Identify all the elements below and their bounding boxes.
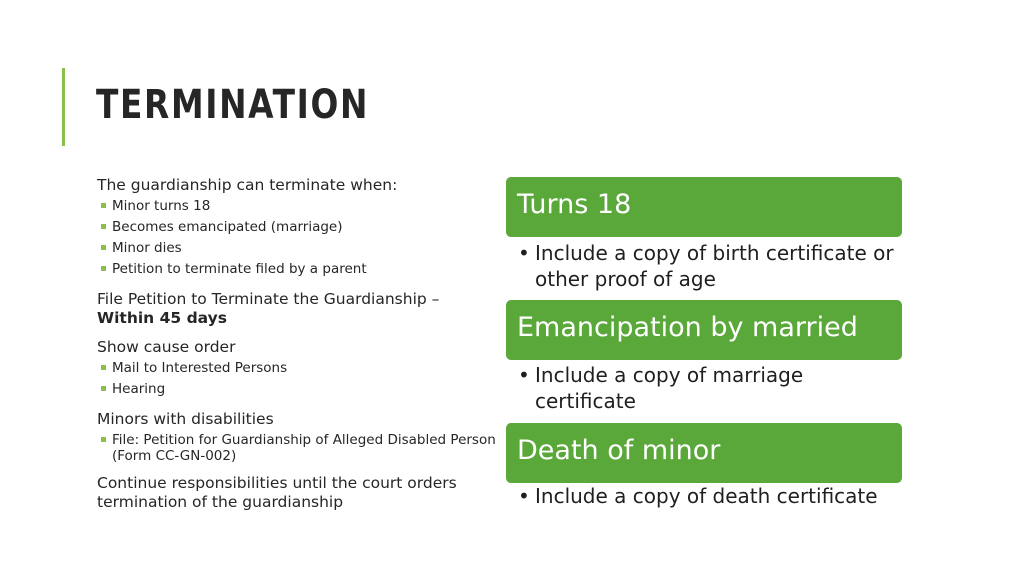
list-item: File: Petition for Guardianship of Alleged Disabled Person (Form CC-GN-002) <box>97 430 497 464</box>
continue-block <box>97 474 497 512</box>
disabilities-text: Minors with disabilities <box>97 410 274 428</box>
list-item: Mail to Interested Persons <box>97 358 497 379</box>
disabilities-block <box>97 410 497 464</box>
card-death-of-minor <box>506 423 902 483</box>
card-emancipation <box>506 300 902 360</box>
square-bullet-icon <box>101 266 106 271</box>
list-item: Petition to terminate filed by a parent <box>97 259 497 280</box>
show-cause-text: Show cause order <box>97 338 236 356</box>
petition-deadline: Within 45 days <box>97 309 227 327</box>
intro-list <box>97 196 497 280</box>
square-bullet-icon <box>101 437 106 442</box>
left-content <box>97 176 497 512</box>
card-detail-turns-18: • Include a copy of birth certificate or other proof of age <box>518 241 894 291</box>
show-cause-list <box>97 358 497 400</box>
list-item: Becomes emancipated (marriage) <box>97 217 497 238</box>
list-item: Hearing <box>97 379 497 400</box>
continue-text: Continue responsibilities until the court orders termination of the guardianship <box>97 474 457 511</box>
card-label: Death of minor <box>517 435 721 466</box>
bullet-icon: • <box>518 363 530 387</box>
bullet-icon: • <box>518 484 530 508</box>
intro-text: The guardianship can terminate when: <box>97 176 398 194</box>
card-detail-emancipation: • Include a copy of marriage certificate <box>518 363 804 413</box>
intro-block <box>97 176 497 280</box>
square-bullet-icon <box>101 386 106 391</box>
card-detail-death-of-minor: • Include a copy of death certificate <box>518 484 878 508</box>
square-bullet-icon <box>101 203 106 208</box>
square-bullet-icon <box>101 365 106 370</box>
petition-block <box>97 290 497 328</box>
card-turns-18 <box>506 177 902 237</box>
bullet-icon: • <box>518 241 530 265</box>
petition-text: File Petition to Terminate the Guardianship – Within 45 days <box>97 290 497 328</box>
disabilities-list <box>97 430 497 464</box>
square-bullet-icon <box>101 224 106 229</box>
square-bullet-icon <box>101 245 106 250</box>
page-title: TERMINATION <box>96 82 370 128</box>
list-item: Minor dies <box>97 238 497 259</box>
card-label: Turns 18 <box>517 189 632 220</box>
list-item: Minor turns 18 <box>97 196 497 217</box>
card-label: Emancipation by married <box>517 312 858 343</box>
title-accent-bar <box>62 68 65 146</box>
show-cause-block <box>97 338 497 400</box>
